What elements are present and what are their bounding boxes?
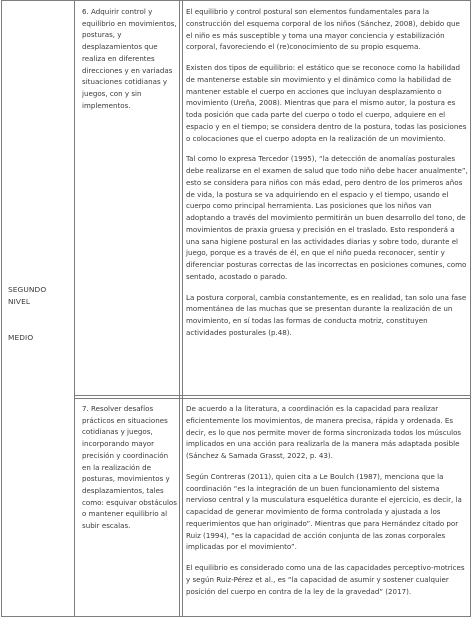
paragraph: De acuerdo a la literatura, a coordinación es la capacidad para realizar eficientemente los movimientos, de manera precisa, rápida y ordenada. Es decir, es lo que nos permite mover de forma sincronizada todos los músculos implicados en una acción para realizarla de la manera más adaptada posible (Sánchez & Samada Grasst, 2022, p. 43). <box>186 404 462 460</box>
level-label-line3: MEDIO <box>8 333 34 342</box>
curriculum-table <box>1 0 471 617</box>
paragraph: El equilibrio es considerado como una de las capacidades perceptivo-motrices y según Ruiz-Pérez et al., es “la capacidad de asumir y sostener cualquier posición del cuerpo en contra de la ley de la gravedad” (2017). <box>186 563 465 596</box>
level-label-line2: NIVEL <box>8 297 31 306</box>
objective-6: 6. Adquirir control y equilibrio en movimientos, posturas, y desplazamientos que realiza en diferentes direcciones y en variadas situaciones cotidianas y juegos, con y sin implementos. <box>82 7 177 110</box>
paragraph: El equilibrio y control postural son elementos fundamentales para la construcción del esquema corporal de los niños (Sánchez, 2008), debido que el niño es más susceptible y toma una mayor conciencia y estabilización corporal, favoreciendo el (re)conocimiento de su propio esquema. <box>186 7 460 52</box>
paragraph: Tal como lo expresa Tercedor (1995), “la detección de anomalías posturales debe realizarse en el examen de salud que todo niño debe hacer anualmente”, esto se considera para niños con más edad, pero dentro de los primeros años de vida, la postura se va adquiriendo en el espacio y el tiempo, usando el cuerpo como principal herramienta. Las posiciones que los niños van adoptando a través del movimiento permitirán un buen desarrollo del tono, de movimientos de praxia gruesa y precisión en el traslado. Esto responderá a una sana higiene postural en las actividades diarias y sobre todo, durante el juego, porque es a través de él, en que el niño pueda reconocer, sentir y diferenciar posturas correctas de las incorrectas en posiciones comunes, como sentado, acostado o parado. <box>186 154 468 281</box>
content-cell-objective-6 <box>186 6 468 339</box>
paragraph: Según Contreras (2011), quien cita a Le Boulch (1987), menciona que la coordinación “es la integración de un buen funcionamiento del sistema nervioso central y la musculatura esquelética durante el ejercicio, es decir, la capacidad de generar movimiento de forma controlada y ajustada a los requerimientos que han originado”. Mientras que para Hernández citado por Ruiz (1994), “es la capacidad de acción conjunta de las zonas corporales implicadas por el movimiento”. <box>186 471 462 552</box>
column-divider-objective-inner <box>182 1 183 616</box>
paragraph: Existen dos tipos de equilibrio: el estático que se reconoce como la habilidad de mantenerse estable sin movimiento y el dinámico como la habilidad de mantener estable el cuerpo en acciones que incluyan desplazamiento o movimiento (Ureña, 2008). Mientras que para el mismo autor, la postura es toda posición que cada parte del cuerpo o todo el cuerpo, adquiere en el espacio y en el tiempo; se considera dentro de la postura, todas las posiciones o colocaciones que el cuerpo adopta en la realización de un movimiento. <box>186 63 467 143</box>
column-divider-level <box>74 1 75 616</box>
objective-7: 7. Resolver desafíos prácticos en situaciones cotidianas y juegos, incorporando mayor precisión y coordinación en la realización de posturas, movimientos y desplazamientos, tales como: esquivar obstáculos o mantener equilibrio al subir escalas. <box>82 404 177 531</box>
row-divider <box>74 395 470 396</box>
level-label-line1: SEGUNDO <box>8 285 47 294</box>
content-cell-objective-7 <box>186 403 468 597</box>
paragraph: La postura corporal, cambia constantemente, es en realidad, tan solo una fase momentánea de las muchas que se presentan durante la realización de un movimiento, en sí todas las formas de conducta motriz, constituyen actividades posturales (p.48). <box>186 292 467 337</box>
column-divider-objective <box>179 1 180 616</box>
row-divider-inner <box>74 398 470 399</box>
